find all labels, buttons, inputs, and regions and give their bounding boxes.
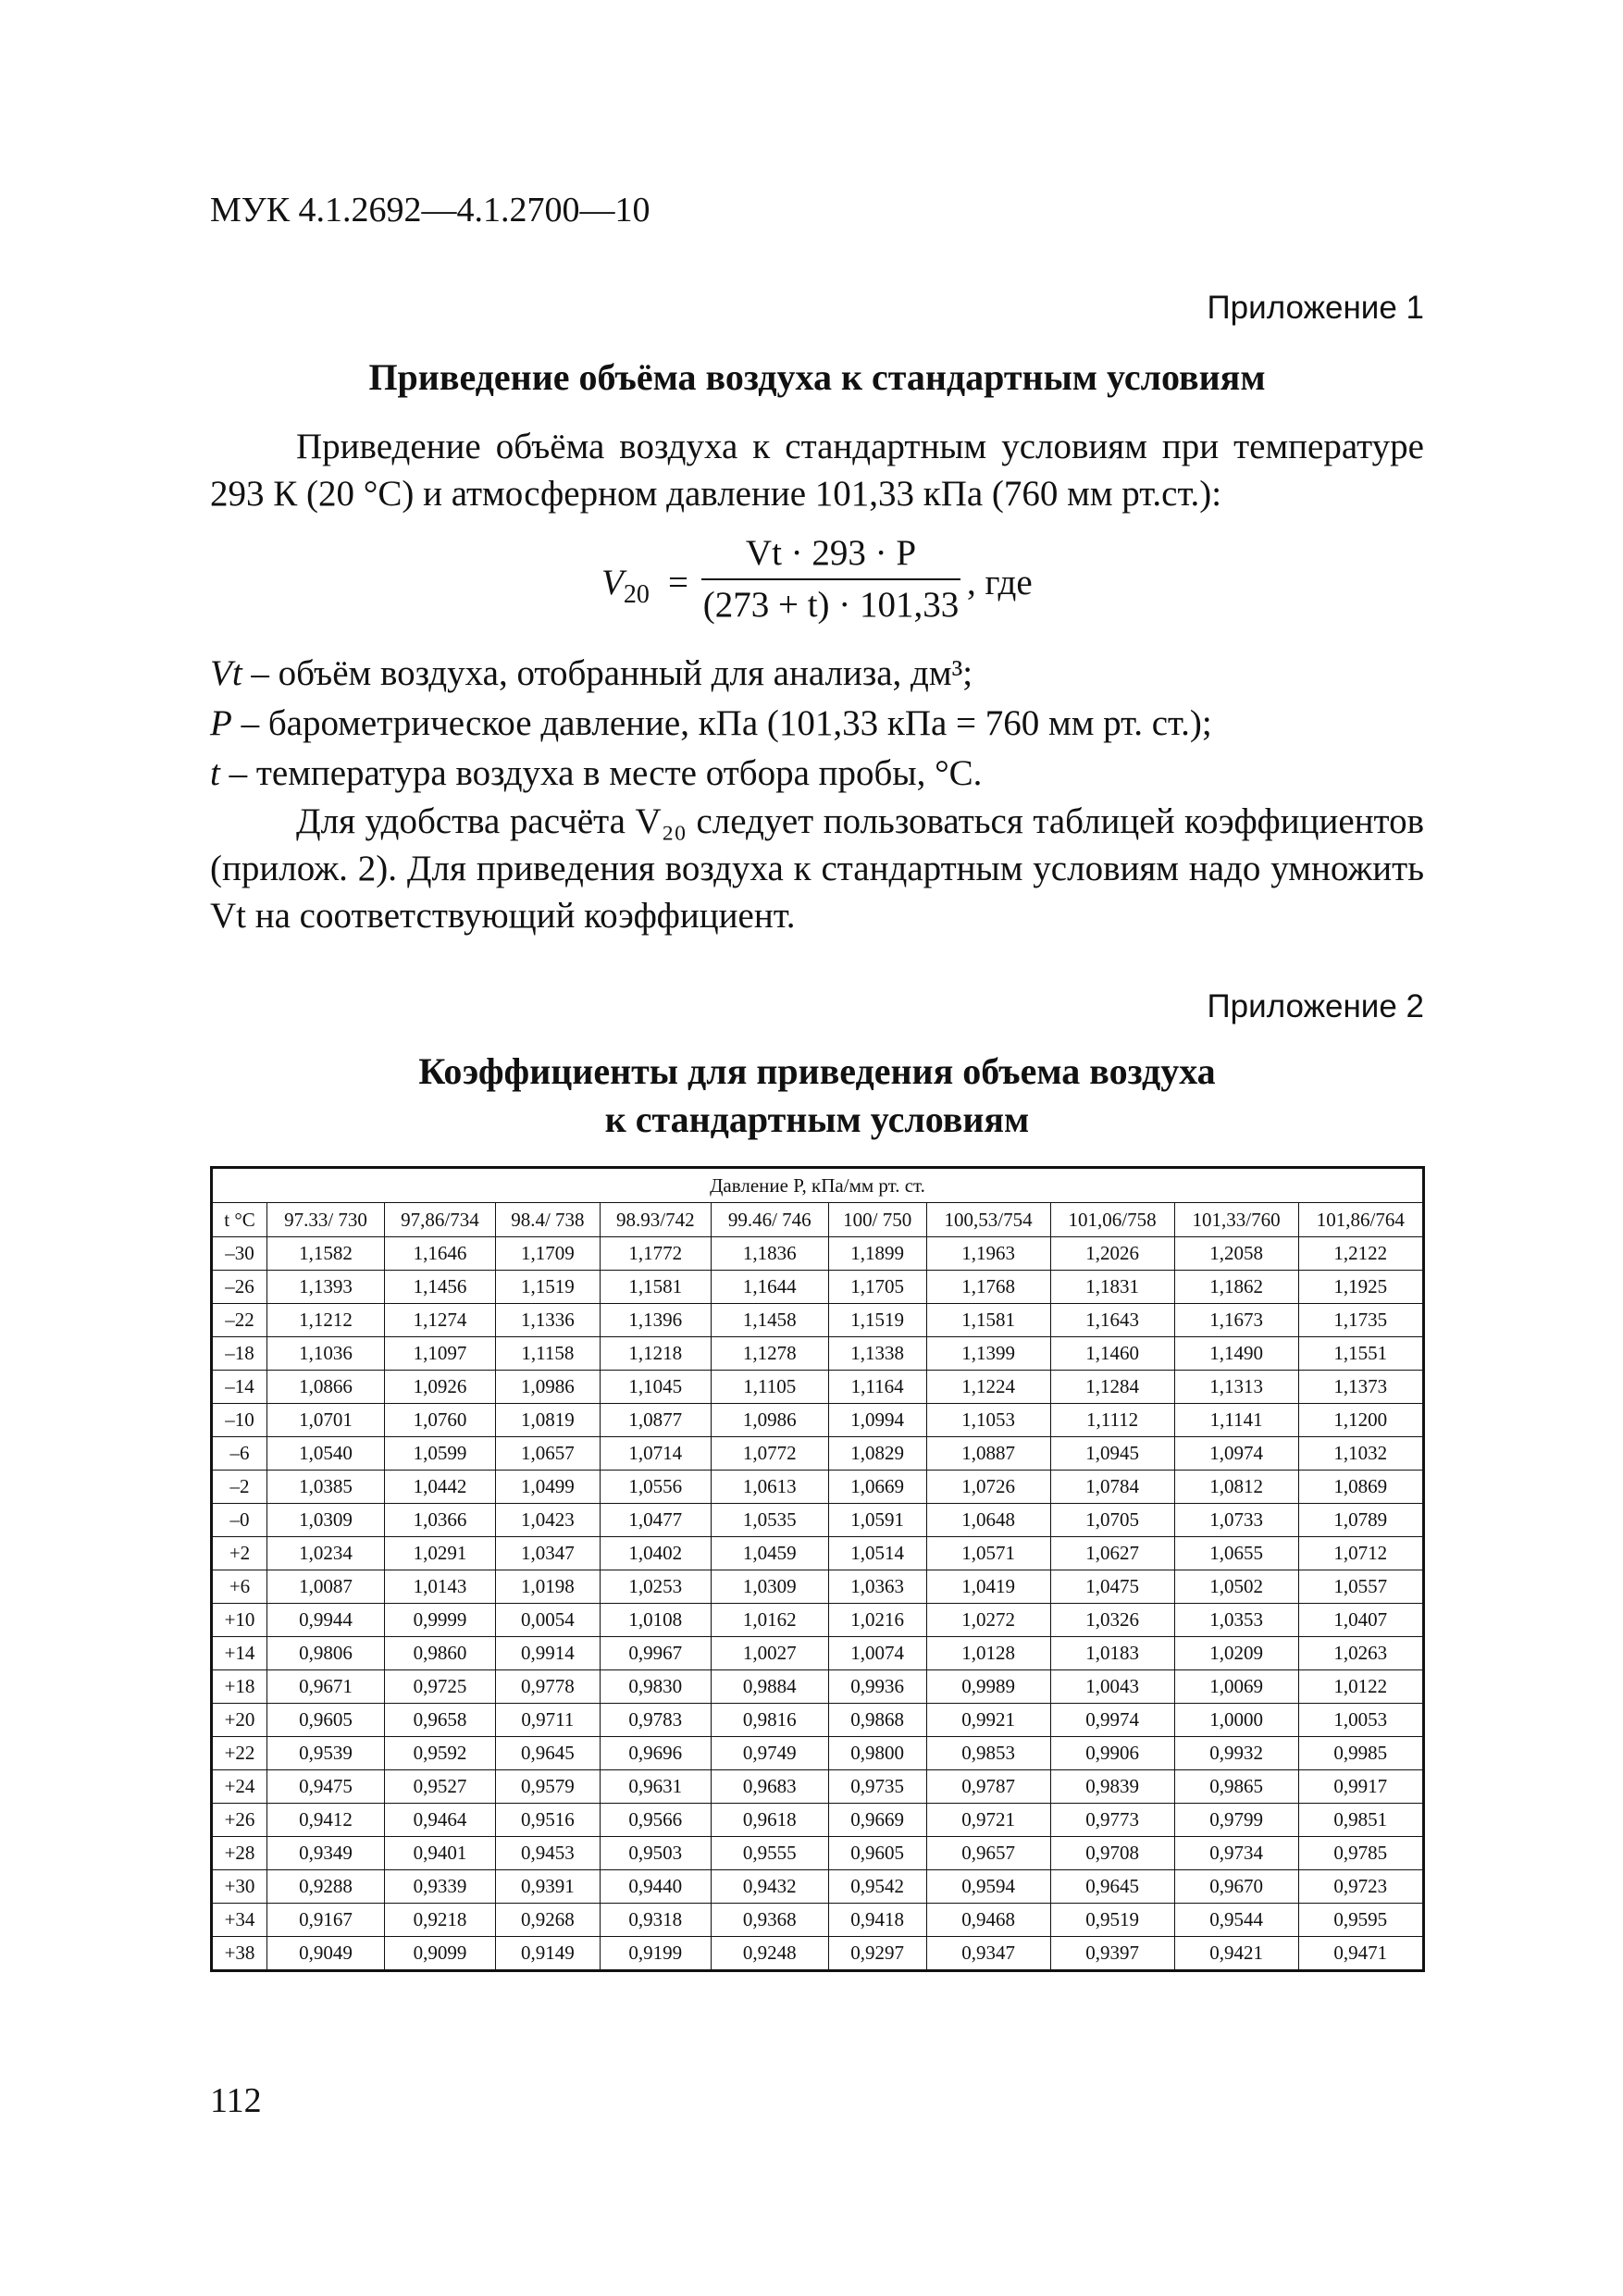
coefficient-cell: 0,9418 xyxy=(828,1904,926,1937)
formula-lhs: $V_{20}$ xyxy=(601,563,650,609)
intro-paragraph: Приведение объёма воздуха к стандартным условиям при температуре 293 К (20 °С) и атмосферном давление 101,33 кПа (760 мм рт.ст.): xyxy=(210,427,1424,514)
temperature-cell: +26 xyxy=(212,1804,267,1837)
coefficient-cell: 0,9539 xyxy=(267,1737,385,1770)
pressure-column-header: 100,53/754 xyxy=(926,1203,1050,1237)
coefficient-cell: 0,9099 xyxy=(384,1937,495,1971)
coefficient-cell: 0,9723 xyxy=(1298,1870,1423,1904)
coefficient-cell: 0,9783 xyxy=(600,1704,711,1737)
coefficient-cell: 1,0705 xyxy=(1050,1504,1174,1537)
temperature-cell: +6 xyxy=(212,1570,267,1604)
pressure-column-header: 98.93/742 xyxy=(600,1203,711,1237)
coefficient-cell: 0,9218 xyxy=(384,1904,495,1937)
coefficient-cell: 1,0087 xyxy=(267,1570,385,1604)
coefficient-cell: 1,1456 xyxy=(384,1271,495,1304)
coefficient-cell: 0,9985 xyxy=(1298,1737,1423,1770)
coefficient-cell: 1,1399 xyxy=(926,1337,1050,1371)
coefficient-cell: 0,9787 xyxy=(926,1770,1050,1804)
coefficient-cell: 1,0122 xyxy=(1298,1670,1423,1704)
coefficient-cell: 1,0477 xyxy=(600,1504,711,1537)
coefficient-cell: 1,1643 xyxy=(1050,1304,1174,1337)
pressure-column-header: 101,86/764 xyxy=(1298,1203,1423,1237)
coefficient-cell: 0,9921 xyxy=(926,1704,1050,1737)
coefficient-cell: 1,1218 xyxy=(600,1337,711,1371)
table-row xyxy=(212,1371,1424,1404)
coefficient-cell: 1,1735 xyxy=(1298,1304,1423,1337)
coefficient-cell: 1,0502 xyxy=(1174,1570,1298,1604)
coefficient-cell: 1,0974 xyxy=(1174,1437,1298,1471)
coefficient-cell: 1,0291 xyxy=(384,1537,495,1570)
coefficient-cell: 0,9149 xyxy=(495,1937,600,1971)
coefficient-cell: 0,9412 xyxy=(267,1804,385,1837)
coefficient-cell: 0,9773 xyxy=(1050,1804,1174,1837)
coefficient-cell: 0,9475 xyxy=(267,1770,385,1804)
coefficient-cell: 0,9944 xyxy=(267,1604,385,1637)
coefficient-cell: 1,1164 xyxy=(828,1371,926,1404)
coefficient-cell: 1,1200 xyxy=(1298,1404,1423,1437)
coefficient-cell: 1,0789 xyxy=(1298,1504,1423,1537)
table-row xyxy=(212,1804,1424,1837)
coefficient-cell: 0,9839 xyxy=(1050,1770,1174,1804)
coefficient-cell: 1,1519 xyxy=(495,1271,600,1304)
coefficient-cell: 0,9967 xyxy=(600,1637,711,1670)
coefficient-cell: 1,0263 xyxy=(1298,1637,1423,1670)
coefficient-cell: 1,0108 xyxy=(600,1604,711,1637)
coefficient-cell: 0,9799 xyxy=(1174,1804,1298,1837)
coefficient-cell: 1,0183 xyxy=(1050,1637,1174,1670)
coefficient-cell: 1,0701 xyxy=(267,1404,385,1437)
coefficient-cell: 0,9721 xyxy=(926,1804,1050,1837)
coefficient-cell: 0,9421 xyxy=(1174,1937,1298,1971)
coefficient-cell: 1,0829 xyxy=(828,1437,926,1471)
coefficient-cell: 1,2058 xyxy=(1174,1237,1298,1271)
coefficient-cell: 1,1705 xyxy=(828,1271,926,1304)
temperature-cell: –10 xyxy=(212,1404,267,1437)
coefficient-cell: 0,9566 xyxy=(600,1804,711,1837)
coefficient-cell: 0,9645 xyxy=(1050,1870,1174,1904)
coefficient-cell: 1,1313 xyxy=(1174,1371,1298,1404)
coefficient-cell: 1,0499 xyxy=(495,1471,600,1504)
temperature-cell: +20 xyxy=(212,1704,267,1737)
table-row xyxy=(212,1404,1424,1437)
coefficient-cell: 0,9453 xyxy=(495,1837,600,1870)
coefficient-cell: 1,1644 xyxy=(711,1271,828,1304)
coefficient-cell: 0,9592 xyxy=(384,1737,495,1770)
coefficient-cell: 1,0326 xyxy=(1050,1604,1174,1637)
coefficient-cell: 0,9268 xyxy=(495,1904,600,1937)
coefficient-cell: 0,9645 xyxy=(495,1737,600,1770)
coefficient-cell: 0,9785 xyxy=(1298,1837,1423,1870)
column-header-row xyxy=(212,1203,1424,1237)
coefficient-cell: 0,9440 xyxy=(600,1870,711,1904)
coefficient-cell: 0,9594 xyxy=(926,1870,1050,1904)
coefficient-cell: 1,0385 xyxy=(267,1471,385,1504)
coefficient-cell: 1,0986 xyxy=(495,1371,600,1404)
coefficient-cell: 1,0812 xyxy=(1174,1471,1298,1504)
coefficient-cell: 1,1862 xyxy=(1174,1271,1298,1304)
appendix-2-label: Приложение 2 xyxy=(1207,988,1424,1024)
coefficient-cell: 0,9851 xyxy=(1298,1804,1423,1837)
coefficient-cell: 0,9605 xyxy=(267,1704,385,1737)
temperature-cell: –22 xyxy=(212,1304,267,1337)
coefficient-cell: 0,9658 xyxy=(384,1704,495,1737)
table-row xyxy=(212,1304,1424,1337)
coefficient-cell: 0,9248 xyxy=(711,1937,828,1971)
coefficient-cell: 1,1581 xyxy=(926,1304,1050,1337)
coefficient-cell: 1,1772 xyxy=(600,1237,711,1271)
coefficient-cell: 1,0866 xyxy=(267,1371,385,1404)
coefficient-cell: 1,0209 xyxy=(1174,1637,1298,1670)
temperature-cell: +22 xyxy=(212,1737,267,1770)
coefficient-cell: 1,0599 xyxy=(384,1437,495,1471)
pressure-column-header: 98.4/ 738 xyxy=(495,1203,600,1237)
coefficient-cell: 1,0423 xyxy=(495,1504,600,1537)
page-number: 112 xyxy=(210,2081,262,2120)
table-body xyxy=(212,1237,1424,1971)
temperature-cell: +10 xyxy=(212,1604,267,1637)
coefficient-cell: 1,0419 xyxy=(926,1570,1050,1604)
coefficient-cell: 1,1284 xyxy=(1050,1371,1174,1404)
coefficient-cell: 0,9288 xyxy=(267,1870,385,1904)
table-row xyxy=(212,1271,1424,1304)
coefficient-cell: 1,1274 xyxy=(384,1304,495,1337)
pressure-column-header: 101,06/758 xyxy=(1050,1203,1174,1237)
coefficient-cell: 1,0648 xyxy=(926,1504,1050,1537)
coefficient-cell: 1,2026 xyxy=(1050,1237,1174,1271)
coefficient-cell: 1,1036 xyxy=(267,1337,385,1371)
coefficient-cell: 0,9711 xyxy=(495,1704,600,1737)
coefficient-cell: 0,9914 xyxy=(495,1637,600,1670)
coefficient-cell: 1,1112 xyxy=(1050,1404,1174,1437)
coefficient-cell: 1,1458 xyxy=(711,1304,828,1337)
coefficient-cell: 0,9555 xyxy=(711,1837,828,1870)
temperature-cell: +18 xyxy=(212,1670,267,1704)
coefficient-cell: 1,1551 xyxy=(1298,1337,1423,1371)
coefficient-cell: 0,9671 xyxy=(267,1670,385,1704)
coefficient-cell: 0,9778 xyxy=(495,1670,600,1704)
temperature-cell: +24 xyxy=(212,1770,267,1804)
temperature-cell: +28 xyxy=(212,1837,267,1870)
coefficient-cell: 1,0726 xyxy=(926,1471,1050,1504)
coefficient-cell: 0,9297 xyxy=(828,1937,926,1971)
coefficient-cell: 1,0760 xyxy=(384,1404,495,1437)
table-row xyxy=(212,1471,1424,1504)
coefficient-cell: 0,9349 xyxy=(267,1837,385,1870)
table-row xyxy=(212,1704,1424,1737)
coefficient-cell: 1,1709 xyxy=(495,1237,600,1271)
coefficient-cell: 1,0442 xyxy=(384,1471,495,1504)
pressure-group-header: Давление P, кПа/мм рт. ст. xyxy=(212,1168,1424,1203)
coefficient-cell: 1,0887 xyxy=(926,1437,1050,1471)
table-row xyxy=(212,1570,1424,1604)
coefficient-cell: 1,2122 xyxy=(1298,1237,1423,1271)
coefficient-cell: 0,9906 xyxy=(1050,1737,1174,1770)
temperature-cell: +14 xyxy=(212,1637,267,1670)
coefficient-cell: 1,0557 xyxy=(1298,1570,1423,1604)
coefficient-cell: 1,0000 xyxy=(1174,1704,1298,1737)
coefficient-cell: 1,0216 xyxy=(828,1604,926,1637)
coefficient-cell: 1,1278 xyxy=(711,1337,828,1371)
coefficient-cell: 0,9974 xyxy=(1050,1704,1174,1737)
coefficient-cell: 0,9368 xyxy=(711,1904,828,1937)
temperature-cell: +38 xyxy=(212,1937,267,1971)
table-row xyxy=(212,1504,1424,1537)
coefficient-cell: 0,9605 xyxy=(828,1837,926,1870)
coefficient-cell: 1,0535 xyxy=(711,1504,828,1537)
table-row xyxy=(212,1537,1424,1570)
coefficient-cell: 1,0043 xyxy=(1050,1670,1174,1704)
coefficient-cell: 0,9860 xyxy=(384,1637,495,1670)
coefficient-cell: 0,9464 xyxy=(384,1804,495,1837)
coefficient-cell: 0,9670 xyxy=(1174,1870,1298,1904)
formula-tail: , где xyxy=(967,563,1033,602)
temperature-cell: –6 xyxy=(212,1437,267,1471)
coefficient-cell: 0,9519 xyxy=(1050,1904,1174,1937)
pressure-column-header: 99.46/ 746 xyxy=(711,1203,828,1237)
coefficient-cell: 0,9936 xyxy=(828,1670,926,1704)
table-row xyxy=(212,1604,1424,1637)
coefficient-cell: 1,0272 xyxy=(926,1604,1050,1637)
coefficient-cell: 1,1925 xyxy=(1298,1271,1423,1304)
coefficient-cell: 1,1396 xyxy=(600,1304,711,1337)
table-row xyxy=(212,1770,1424,1804)
coefficient-cell: 0,9683 xyxy=(711,1770,828,1804)
coefficient-cell: 0,9468 xyxy=(926,1904,1050,1937)
coefficient-cell: 1,0714 xyxy=(600,1437,711,1471)
coefficient-cell: 1,1836 xyxy=(711,1237,828,1271)
coefficient-cell: 0,9865 xyxy=(1174,1770,1298,1804)
coefficient-cell: 1,0994 xyxy=(828,1404,926,1437)
definition-t: t – температура воздуха в месте отбора пробы, °С. xyxy=(210,753,983,793)
coefficient-cell: 1,0459 xyxy=(711,1537,828,1570)
coefficient-cell: 0,9595 xyxy=(1298,1904,1423,1937)
coefficient-cell: 1,1768 xyxy=(926,1271,1050,1304)
coefficient-cell: 1,0784 xyxy=(1050,1471,1174,1504)
coefficient-cell: 0,9830 xyxy=(600,1670,711,1704)
table-row xyxy=(212,1637,1424,1670)
pressure-column-header: 97,86/734 xyxy=(384,1203,495,1237)
coefficient-cell: 1,1393 xyxy=(267,1271,385,1304)
coefficient-cell: 1,1899 xyxy=(828,1237,926,1271)
coefficient-cell: 1,0309 xyxy=(267,1504,385,1537)
coefficient-cell: 0,9347 xyxy=(926,1937,1050,1971)
coefficient-cell: 0,9542 xyxy=(828,1870,926,1904)
coefficient-cell: 1,0945 xyxy=(1050,1437,1174,1471)
coefficient-cell: 1,1373 xyxy=(1298,1371,1423,1404)
coefficient-cell: 0,9049 xyxy=(267,1937,385,1971)
coefficient-cell: 0,9917 xyxy=(1298,1770,1423,1804)
coefficient-cell: 1,0366 xyxy=(384,1504,495,1537)
coefficient-cell: 1,0347 xyxy=(495,1537,600,1570)
coefficient-cell: 1,0514 xyxy=(828,1537,926,1570)
pressure-column-header: 97.33/ 730 xyxy=(267,1203,385,1237)
coefficient-cell: 1,1338 xyxy=(828,1337,926,1371)
coefficient-cell: 1,0627 xyxy=(1050,1537,1174,1570)
coefficient-cell: 1,0571 xyxy=(926,1537,1050,1570)
coefficient-cell: 1,1490 xyxy=(1174,1337,1298,1371)
definition-vt: Vt – объём воздуха, отобранный для анализа, дм³; xyxy=(210,653,973,693)
coefficient-cell: 0,9696 xyxy=(600,1737,711,1770)
pressure-column-header: 101,33/760 xyxy=(1174,1203,1298,1237)
coefficient-cell: 0,9471 xyxy=(1298,1937,1423,1971)
coefficient-cell: 0,9631 xyxy=(600,1770,711,1804)
coefficient-cell: 1,0143 xyxy=(384,1570,495,1604)
temperature-cell: –14 xyxy=(212,1371,267,1404)
coefficient-cell: 1,0540 xyxy=(267,1437,385,1471)
coefficient-cell: 0,9167 xyxy=(267,1904,385,1937)
coefficient-cell: 1,0309 xyxy=(711,1570,828,1604)
table-row xyxy=(212,1670,1424,1704)
table-row xyxy=(212,1937,1424,1971)
coefficient-cell: 0,9868 xyxy=(828,1704,926,1737)
coefficient-cell: 0,9932 xyxy=(1174,1737,1298,1770)
coefficient-cell: 1,1646 xyxy=(384,1237,495,1271)
coefficient-cell: 0,9199 xyxy=(600,1937,711,1971)
coefficient-cell: 0,9725 xyxy=(384,1670,495,1704)
coefficient-cell: 1,1105 xyxy=(711,1371,828,1404)
temperature-cell: +2 xyxy=(212,1537,267,1570)
coefficient-cell: 0,9391 xyxy=(495,1870,600,1904)
temperature-cell: –18 xyxy=(212,1337,267,1371)
coefficient-cell: 1,0926 xyxy=(384,1371,495,1404)
coefficient-cell: 1,1141 xyxy=(1174,1404,1298,1437)
coefficient-cell: 0,9669 xyxy=(828,1804,926,1837)
coefficient-cell: 0,9527 xyxy=(384,1770,495,1804)
coefficient-cell: 1,0591 xyxy=(828,1504,926,1537)
coefficient-cell: 1,1053 xyxy=(926,1404,1050,1437)
coefficient-cell: 0,9401 xyxy=(384,1837,495,1870)
coefficient-cell: 1,1336 xyxy=(495,1304,600,1337)
temperature-cell: –0 xyxy=(212,1504,267,1537)
coefficient-cell: 1,0819 xyxy=(495,1404,600,1437)
coefficient-cell: 1,0027 xyxy=(711,1637,828,1670)
coefficient-cell: 1,1581 xyxy=(600,1271,711,1304)
coefficient-cell: 1,0869 xyxy=(1298,1471,1423,1504)
coefficient-cell: 0,9708 xyxy=(1050,1837,1174,1870)
coefficient-cell: 1,0712 xyxy=(1298,1537,1423,1570)
coefficient-cell: 0,9339 xyxy=(384,1870,495,1904)
table-row xyxy=(212,1737,1424,1770)
coefficient-cell: 1,1097 xyxy=(384,1337,495,1371)
coefficient-cell: 1,0407 xyxy=(1298,1604,1423,1637)
coefficient-cell: 1,0877 xyxy=(600,1404,711,1437)
formula-numerator: Vt · 293 · P xyxy=(745,533,917,573)
coefficient-cell: 1,1032 xyxy=(1298,1437,1423,1471)
coefficient-cell: 0,9618 xyxy=(711,1804,828,1837)
formula-equals: = xyxy=(668,563,688,602)
coefficient-cell: 0,9806 xyxy=(267,1637,385,1670)
coefficient-cell: 1,0655 xyxy=(1174,1537,1298,1570)
table-row xyxy=(212,1237,1424,1271)
coefficient-cell: 1,1673 xyxy=(1174,1304,1298,1337)
coefficient-cell: 1,0613 xyxy=(711,1471,828,1504)
coefficient-cell: 0,9503 xyxy=(600,1837,711,1870)
coefficient-cell: 0,9884 xyxy=(711,1670,828,1704)
coefficient-cell: 1,1963 xyxy=(926,1237,1050,1271)
formula-denominator: (273 + t) · 101,33 xyxy=(702,585,960,625)
table-row xyxy=(212,1437,1424,1471)
table-row xyxy=(212,1904,1424,1937)
coefficient-cell: 1,0363 xyxy=(828,1570,926,1604)
coefficient-cell: 1,0657 xyxy=(495,1437,600,1471)
table-row xyxy=(212,1837,1424,1870)
coefficient-cell: 1,0669 xyxy=(828,1471,926,1504)
coefficient-cell: 0,9432 xyxy=(711,1870,828,1904)
definition-p: P – барометрическое давление, кПа (101,33 кПа = 760 мм рт. ст.); xyxy=(210,703,1212,743)
coefficient-cell: 0,9397 xyxy=(1050,1937,1174,1971)
appendix-2-title xyxy=(210,1048,1424,1144)
temperature-header: t °C xyxy=(212,1203,267,1237)
appendix-2-title-line-1: Коэффициенты для приведения объема воздуха xyxy=(418,1050,1216,1092)
coefficient-cell: 1,0074 xyxy=(828,1637,926,1670)
coefficient-cell: 1,1831 xyxy=(1050,1271,1174,1304)
pressure-column-header: 100/ 750 xyxy=(828,1203,926,1237)
appendix-1-title: Приведение объёма воздуха к стандартным условиям xyxy=(368,356,1266,398)
coefficient-cell: 1,1212 xyxy=(267,1304,385,1337)
coefficient-cell: 1,0556 xyxy=(600,1471,711,1504)
coefficient-cell: 1,0198 xyxy=(495,1570,600,1604)
formula-fraction xyxy=(701,532,960,626)
coefficient-cell: 0,9579 xyxy=(495,1770,600,1804)
coefficient-cell: 0,9544 xyxy=(1174,1904,1298,1937)
coefficient-cell: 1,1460 xyxy=(1050,1337,1174,1371)
coefficient-cell: 0,9749 xyxy=(711,1737,828,1770)
coefficient-cell: 1,1045 xyxy=(600,1371,711,1404)
coefficient-cell: 1,0475 xyxy=(1050,1570,1174,1604)
coefficient-cell: 0,9853 xyxy=(926,1737,1050,1770)
coefficient-cell: 0,9516 xyxy=(495,1804,600,1837)
coefficient-table xyxy=(210,1166,1425,1972)
coefficient-cell: 0,9735 xyxy=(828,1770,926,1804)
temperature-cell: +30 xyxy=(212,1870,267,1904)
temperature-cell: –30 xyxy=(212,1237,267,1271)
coefficient-cell: 0,9800 xyxy=(828,1737,926,1770)
coefficient-cell: 1,0733 xyxy=(1174,1504,1298,1537)
coefficient-cell: 1,0128 xyxy=(926,1637,1050,1670)
table-row xyxy=(212,1337,1424,1371)
coefficient-cell: 1,0986 xyxy=(711,1404,828,1437)
appendix-2-title-line-2: к стандартным условиям xyxy=(604,1098,1030,1140)
appendix-1-label: Приложение 1 xyxy=(1207,290,1424,326)
temperature-cell: –2 xyxy=(212,1471,267,1504)
coefficient-cell: 0,9999 xyxy=(384,1604,495,1637)
coefficient-cell: 1,0162 xyxy=(711,1604,828,1637)
coefficient-cell: 1,1158 xyxy=(495,1337,600,1371)
table-row xyxy=(212,1870,1424,1904)
coefficient-cell: 0,9734 xyxy=(1174,1837,1298,1870)
coefficient-cell: 1,0253 xyxy=(600,1570,711,1604)
fraction-bar xyxy=(701,578,960,580)
coefficient-cell: 1,1224 xyxy=(926,1371,1050,1404)
temperature-cell: +34 xyxy=(212,1904,267,1937)
usage-note: Для удобства расчёта V₂₀ следует пользоваться таблицей коэффициентов (прилож. 2). Для приведения воздуха к стандартным условиям надо умножить Vt на соответствующий коэффициент. xyxy=(210,801,1424,936)
coefficient-cell: 1,0053 xyxy=(1298,1704,1423,1737)
coefficient-cell: 0,9989 xyxy=(926,1670,1050,1704)
coefficient-cell: 1,0353 xyxy=(1174,1604,1298,1637)
coefficient-cell: 1,0234 xyxy=(267,1537,385,1570)
coefficient-cell: 0,9318 xyxy=(600,1904,711,1937)
coefficient-cell: 1,0772 xyxy=(711,1437,828,1471)
coefficient-cell: 0,0054 xyxy=(495,1604,600,1637)
coefficient-cell: 0,9657 xyxy=(926,1837,1050,1870)
coefficient-cell: 1,0069 xyxy=(1174,1670,1298,1704)
coefficient-cell: 1,1519 xyxy=(828,1304,926,1337)
coefficient-cell: 0,9816 xyxy=(711,1704,828,1737)
document-code: МУК 4.1.2692—4.1.2700—10 xyxy=(210,191,650,230)
temperature-cell: –26 xyxy=(212,1271,267,1304)
coefficient-cell: 1,1582 xyxy=(267,1237,385,1271)
coefficient-cell: 1,0402 xyxy=(600,1537,711,1570)
